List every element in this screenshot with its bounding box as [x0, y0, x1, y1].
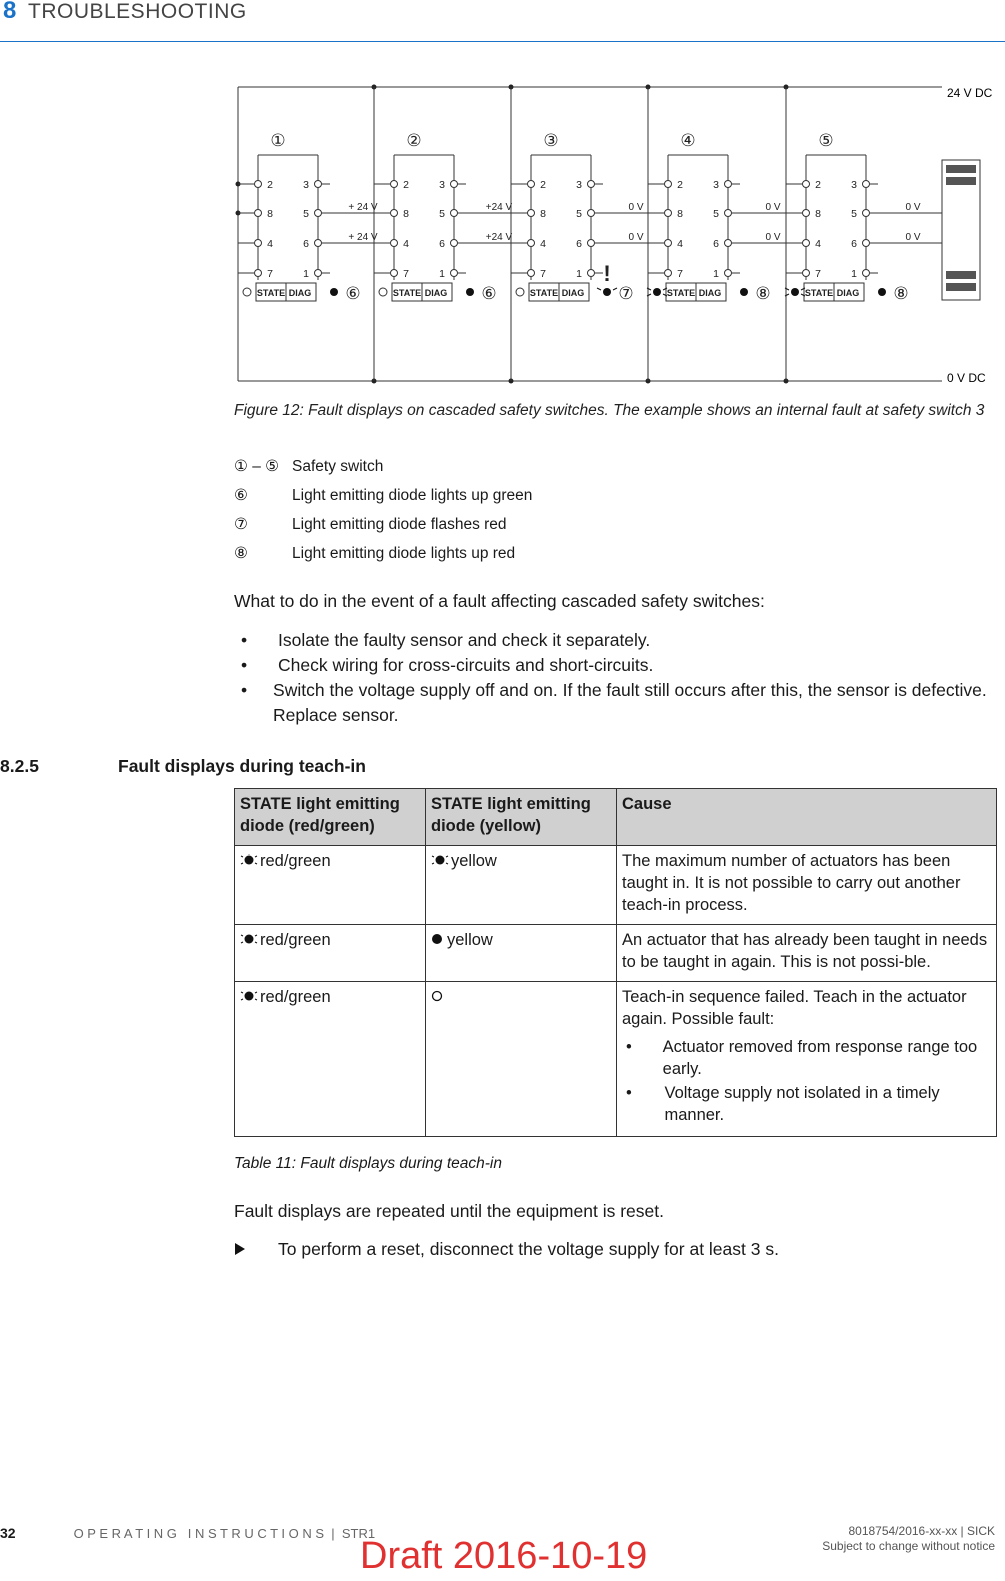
pin-label: 3	[439, 179, 445, 191]
pin-label: 3	[713, 179, 719, 191]
pin-label: 7	[540, 268, 546, 280]
table-cell	[235, 982, 426, 1137]
pin-label: 4	[540, 238, 546, 250]
bullet-icon: •	[241, 630, 248, 650]
led-off-icon	[243, 288, 251, 296]
supply-top-label: 24 V DC	[947, 86, 993, 100]
pin-label: 6	[851, 238, 857, 250]
bullet-list	[234, 628, 1004, 728]
bullet-text: Isolate the faulty sensor and check it separately.	[278, 630, 651, 650]
footer-right	[822, 1524, 995, 1554]
bullet-text: Switch the voltage supply off and on. If the fault still occurs after this, the sensor is defective. Replace sensor.	[273, 680, 987, 725]
bullet-icon: •	[241, 655, 248, 675]
led-flashing-icon	[240, 986, 260, 1008]
pin-label: 2	[267, 179, 273, 191]
led-flashing-icon	[431, 850, 451, 872]
wire-label: 0 V	[628, 202, 644, 213]
pin-label: 8	[540, 208, 546, 220]
bullet-item	[234, 653, 1004, 678]
pin-label: 1	[576, 268, 582, 280]
cell-text: red/green	[260, 852, 331, 870]
led-marker: ⑦	[618, 284, 634, 303]
safety-switch-3	[511, 87, 648, 381]
legend-text: Light emitting diode lights up red	[292, 545, 516, 562]
table-header-row	[235, 789, 997, 846]
reset-note: Fault displays are repeated until the equipment is reset.	[234, 1201, 664, 1221]
cause-item	[622, 1082, 991, 1126]
pin-label: 7	[267, 268, 273, 280]
led-on-icon	[330, 288, 338, 296]
pin-label: 6	[713, 238, 719, 250]
led-marker: ⑧	[755, 284, 771, 303]
cell-text: Teach-in sequence failed. Teach in the actuator again. Possible fault:	[622, 988, 967, 1028]
wire-label: + 24 V	[348, 202, 378, 213]
pin-label: 7	[815, 268, 821, 280]
led-state-label: STATE	[392, 288, 422, 298]
pin-label: 2	[815, 179, 821, 191]
pin-label: 8	[267, 208, 273, 220]
pin-label: 7	[677, 268, 683, 280]
led-flashing-icon	[240, 850, 260, 872]
led-diag-label: DIAG	[288, 288, 312, 298]
pin-label: 5	[576, 208, 582, 220]
table-header: STATE light emitting diode (red/green)	[235, 789, 426, 846]
cascade-wiring-diagram	[0, 0, 1005, 395]
pin-label: 1	[303, 268, 309, 280]
table-cell	[235, 925, 426, 982]
led-diag-label: DIAG	[836, 288, 860, 298]
bullet-icon: •	[241, 680, 248, 700]
table-header: Cause	[617, 789, 997, 846]
led-on-icon	[431, 929, 447, 951]
table-cell	[426, 846, 617, 925]
pin-label: 4	[403, 238, 409, 250]
legend-key: ⑥	[234, 487, 248, 504]
led-marker: ⑧	[893, 284, 909, 303]
switch-number: ②	[406, 131, 422, 150]
switch-number: ⑤	[818, 131, 834, 150]
cause-item	[622, 1036, 991, 1080]
pin-label: 5	[851, 208, 857, 220]
led-flashing-icon	[603, 288, 611, 296]
pin-label: 1	[851, 268, 857, 280]
pin-label: 4	[677, 238, 683, 250]
wire-label: 0 V	[905, 202, 921, 213]
fault-table	[234, 788, 997, 1137]
legend-text: Safety switch	[292, 458, 384, 475]
figure-caption: Figure 12: Fault displays on cascaded safety switches. The example shows an internal fault at safety switch 3	[234, 402, 985, 419]
bullet-icon: •	[626, 1084, 632, 1102]
pin-label: 6	[576, 238, 582, 250]
legend-text: Light emitting diode lights up green	[292, 487, 533, 504]
pin-label: 8	[677, 208, 683, 220]
legend-key: ⑦	[234, 516, 248, 533]
wire-label: +24 V	[485, 202, 513, 213]
led-state-label: STATE	[529, 288, 559, 298]
wire-label: 0 V	[628, 232, 644, 243]
table-cell	[426, 925, 617, 982]
cell-text: red/green	[260, 988, 331, 1006]
switch-number: ③	[543, 131, 559, 150]
pin-label: 6	[303, 238, 309, 250]
page-number: 32	[0, 1525, 16, 1541]
fault-mark: !	[603, 261, 611, 286]
pin-label: 1	[439, 268, 445, 280]
pin-label: 5	[303, 208, 309, 220]
table-cell	[235, 846, 426, 925]
led-state-label: STATE	[256, 288, 286, 298]
wire-label: + 24 V	[348, 232, 378, 243]
legend-key: ① – ⑤	[234, 458, 280, 475]
led-off-icon	[516, 288, 524, 296]
led-off-icon	[431, 986, 451, 1008]
terminal-block	[942, 160, 980, 300]
legend-item	[234, 481, 532, 510]
led-diag-label: DIAG	[424, 288, 448, 298]
table-row	[235, 925, 997, 982]
figure-legend	[234, 452, 532, 568]
pin-label: 1	[713, 268, 719, 280]
pin-label: 2	[540, 179, 546, 191]
switch-number: ④	[680, 131, 696, 150]
pin-label: 4	[815, 238, 821, 250]
wire-label: 0 V	[765, 202, 781, 213]
cell-text: yellow	[451, 852, 497, 870]
pin-label: 3	[576, 179, 582, 191]
cell-text: red/green	[260, 931, 331, 949]
led-flashing-icon	[240, 929, 260, 951]
led-marker: ⑥	[481, 284, 497, 303]
table-cell	[617, 982, 997, 1137]
wire-label: 0 V	[765, 232, 781, 243]
cause-text: Actuator removed from response range too early.	[662, 1038, 978, 1078]
table-header: STATE light emitting diode (yellow)	[426, 789, 617, 846]
pin-label: 5	[439, 208, 445, 220]
bullet-item	[234, 628, 1004, 653]
pin-label: 3	[851, 179, 857, 191]
doc-number: 8018754/2016-xx-xx | SICK	[848, 1524, 995, 1538]
table-row	[235, 846, 997, 925]
intro-text: What to do in the event of a fault affecting cascaded safety switches:	[234, 591, 765, 611]
table-caption: Table 11: Fault displays during teach-in	[234, 1155, 502, 1172]
pin-label: 8	[403, 208, 409, 220]
supply-bottom-label: 0 V DC	[947, 371, 986, 385]
legend-text: Light emitting diode flashes red	[292, 516, 507, 533]
table-cell: The maximum number of actuators has been taught in. It is not possible to carry out another teach-in process.	[617, 846, 997, 925]
pin-label: 3	[303, 179, 309, 191]
legend-item	[234, 539, 532, 568]
chapter-title: TROUBLESHOOTING	[28, 0, 247, 23]
arrow-right-icon	[234, 1237, 278, 1263]
table-cell	[426, 982, 617, 1137]
instruction-text: To perform a reset, disconnect the voltage supply for at least 3 s.	[278, 1239, 779, 1259]
led-diag-label: DIAG	[561, 288, 585, 298]
cell-text: yellow	[447, 931, 493, 949]
instruction-step	[234, 1237, 779, 1263]
doc-title: O P E R A T I N G I N S T R U C T I O N S | STR1	[73, 1526, 376, 1541]
led-state-label: STATE	[666, 288, 696, 298]
led-state-label: STATE	[804, 288, 834, 298]
change-notice: Subject to change without notice	[822, 1539, 995, 1553]
pin-label: 2	[677, 179, 683, 191]
cause-text: Voltage supply not isolated in a timely manner.	[664, 1084, 940, 1124]
section-heading	[0, 756, 366, 777]
legend-item	[234, 510, 532, 539]
led-off-icon	[379, 288, 387, 296]
led-diag-label: DIAG	[698, 288, 722, 298]
led-flashing-icon	[653, 288, 661, 296]
switch-number: ①	[270, 131, 286, 150]
pin-label: 6	[439, 238, 445, 250]
wire-label: +24 V	[485, 232, 513, 243]
pin-label: 8	[815, 208, 821, 220]
section-title: Fault displays during teach-in	[118, 756, 366, 776]
draft-watermark: Draft 2016-10-19	[360, 1535, 648, 1577]
cause-list	[622, 1036, 991, 1126]
chapter-number: 8	[3, 0, 17, 24]
bullet-icon: •	[626, 1038, 632, 1056]
led-flashing-icon	[791, 288, 799, 296]
pin-label: 2	[403, 179, 409, 191]
bullet-item	[234, 678, 1004, 728]
pin-label: 7	[403, 268, 409, 280]
bullet-text: Check wiring for cross-circuits and short-circuits.	[278, 655, 654, 675]
led-on-icon	[878, 288, 886, 296]
led-on-icon	[466, 288, 474, 296]
pin-label: 4	[267, 238, 273, 250]
legend-item	[234, 452, 532, 481]
table-row	[235, 982, 997, 1137]
table-cell: An actuator that has already been taught in needs to be taught in again. This is not possi-ble.	[617, 925, 997, 982]
led-marker: ⑥	[345, 284, 361, 303]
pin-label: 5	[713, 208, 719, 220]
footer-left	[0, 1525, 375, 1541]
legend-key: ⑧	[234, 545, 248, 562]
section-number: 8.2.5	[0, 756, 39, 776]
led-on-icon	[740, 288, 748, 296]
wire-label: 0 V	[905, 232, 921, 243]
